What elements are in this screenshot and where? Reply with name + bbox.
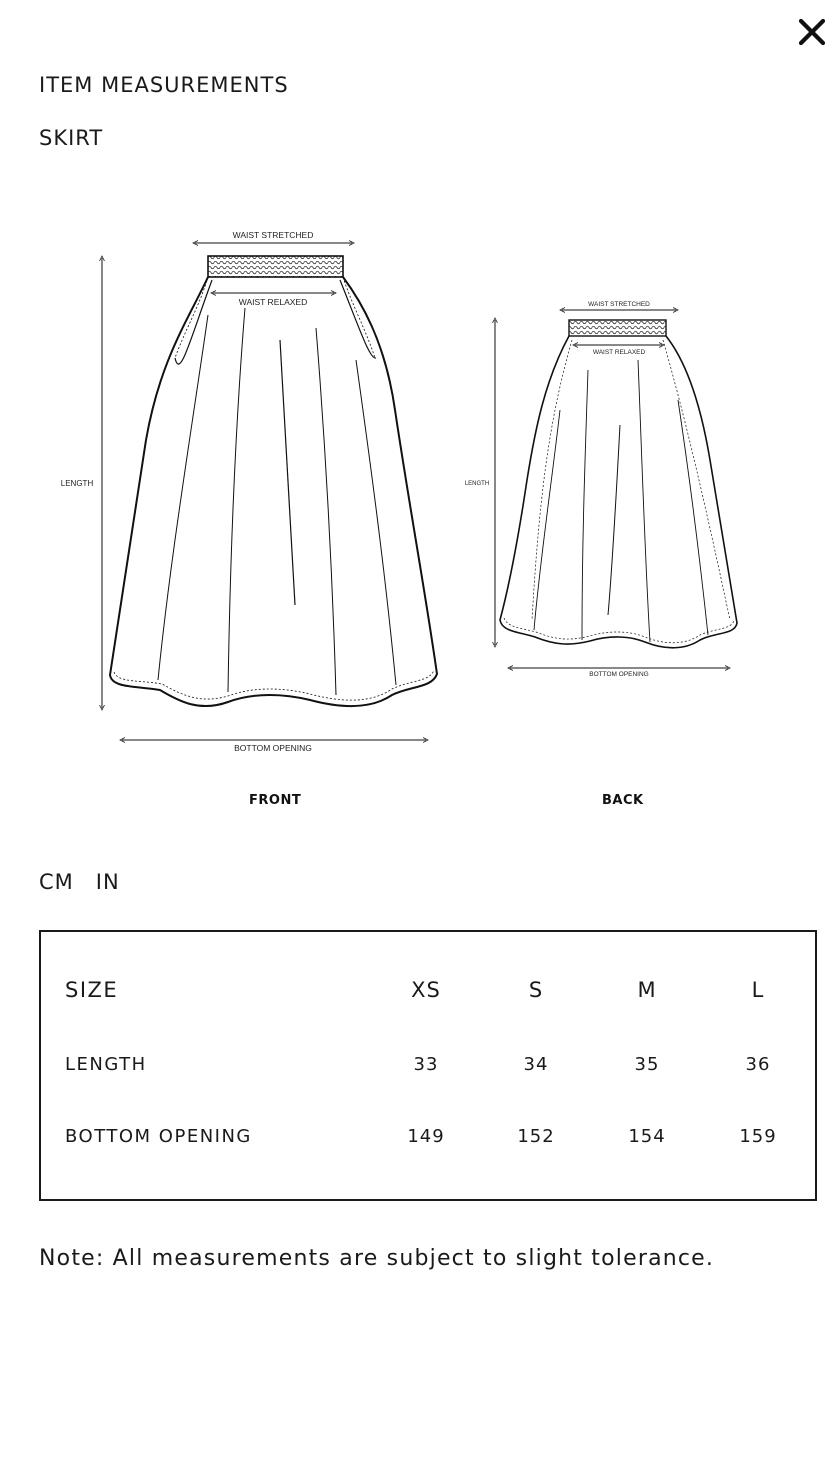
- back-bottom-opening-label: BOTTOM OPENING: [589, 671, 649, 678]
- page-title: ITEM MEASUREMENTS: [39, 73, 289, 97]
- table-cell: 159: [739, 1126, 777, 1147]
- size-m-header: M: [637, 978, 657, 1002]
- table-cell: 154: [628, 1126, 666, 1147]
- size-chart-table: [39, 930, 817, 1201]
- unit-cm-button[interactable]: CM: [39, 870, 74, 894]
- size-column-header: SIZE: [65, 978, 119, 1002]
- back-view-label: BACK: [602, 793, 644, 808]
- front-waist-stretched-label: WAIST STRETCHED: [232, 230, 314, 240]
- table-header-row: [41, 978, 815, 1008]
- back-waist-relaxed-label: WAIST RELAXED: [592, 349, 646, 356]
- table-row: [41, 1054, 815, 1084]
- size-s-header: S: [528, 978, 544, 1002]
- close-icon: [796, 16, 828, 48]
- table-cell: 33: [413, 1054, 439, 1075]
- skirt-measurement-diagram: [40, 180, 810, 820]
- row-label-bottom-opening: BOTTOM OPENING: [65, 1126, 252, 1147]
- size-xs-header: XS: [411, 978, 441, 1002]
- front-length-label: LENGTH: [60, 479, 94, 488]
- table-cell: 149: [407, 1126, 445, 1147]
- unit-toggle: [39, 870, 120, 894]
- table-cell: 36: [745, 1054, 771, 1075]
- table-row: [41, 1126, 815, 1156]
- back-length-label: LENGTH: [464, 481, 490, 487]
- front-skirt-illustration: [102, 243, 437, 740]
- table-cell: 35: [634, 1054, 660, 1075]
- back-skirt-illustration: [495, 310, 737, 668]
- front-waist-relaxed-label: WAIST RELAXED: [238, 297, 308, 307]
- front-bottom-opening-label: BOTTOM OPENING: [234, 743, 312, 753]
- tolerance-note: Note: All measurements are subject to slight tolerance.: [39, 1246, 715, 1271]
- unit-in-button[interactable]: IN: [95, 870, 120, 894]
- close-button[interactable]: [796, 16, 828, 48]
- size-l-header: L: [751, 978, 765, 1002]
- table-cell: 152: [517, 1126, 555, 1147]
- back-waist-stretched-label: WAIST STRETCHED: [588, 301, 650, 308]
- row-label-length: LENGTH: [65, 1054, 147, 1075]
- product-name: SKIRT: [39, 126, 104, 150]
- table-cell: 34: [523, 1054, 549, 1075]
- front-view-label: FRONT: [249, 793, 302, 808]
